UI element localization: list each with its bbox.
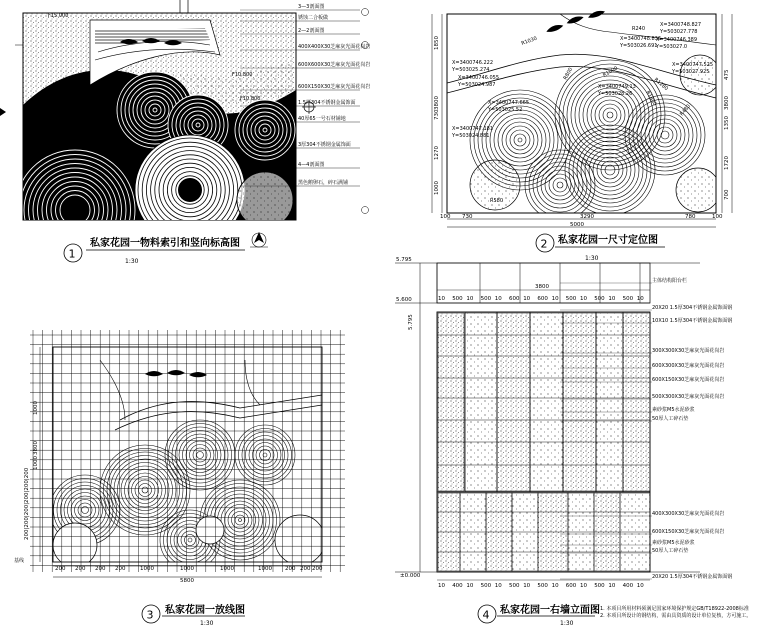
ring (587, 92, 633, 138)
material-callout: 300X300X30芝麻灰光面花岗岩 (652, 348, 725, 354)
coordinate-label: X=3400746.389 (656, 37, 698, 43)
material-callout: 20X20 1.5厚304不锈钢金属饰面钢 (652, 574, 733, 580)
material-callout: 600X150X30芝麻灰光面花岗岩 (652, 529, 725, 535)
panel-scale: 1:30 (125, 258, 139, 265)
radius-label: R580 (490, 198, 504, 204)
dimension-text: 3290 (580, 214, 594, 220)
dimension-text: 1000 (220, 566, 234, 572)
coordinate-label: Y=503028.26 (598, 91, 633, 97)
panel-3-setout-grid (14, 330, 345, 584)
ring (545, 170, 575, 200)
panel-4-wall-elevation (395, 257, 732, 589)
caption-panel-2 (536, 233, 665, 262)
dimension-text: 200 (300, 566, 311, 572)
coordinate-label: X=3400748.836 (620, 36, 662, 42)
radius-label: R1000 (602, 65, 620, 79)
dimension-text: 200 (115, 566, 126, 572)
material-callout: 50厚人工碎石垫 (652, 548, 689, 554)
dimension-text: 500 (594, 583, 605, 589)
coordinate-label: Y=503024.987 (458, 82, 496, 88)
svg-text:3: 3 (146, 608, 154, 622)
dimension-text: 500 (480, 296, 492, 302)
wall-cladding-panels (437, 263, 650, 571)
dimension-text: 1350 (724, 116, 730, 130)
dimension-text: 10 (608, 583, 616, 589)
dimension-text: 500 (452, 296, 463, 302)
material-callout: 2—2剖面图 (298, 28, 325, 34)
ring (661, 131, 669, 139)
material-callout: 400X400X30芝麻灰光面花岗岩 (298, 44, 371, 50)
dimension-text: 5000 (570, 222, 584, 228)
coordinate-label: Y=503026.691 (620, 43, 658, 49)
material-callout: 40厚65一号石材铺地 (298, 116, 346, 122)
general-note: 2. 本项目所设计的钢结构，需由具资质的设计单位复核，方可施工。 (600, 613, 752, 619)
coordinate-label: X=3400747.665 (488, 100, 530, 106)
dimension-text: 700 (724, 189, 730, 200)
ring (657, 127, 673, 143)
dimension-text: 10 (580, 583, 587, 589)
material-callout: 锈蚀二合板做 (298, 15, 329, 21)
dimension-text: 3800 (33, 441, 39, 455)
panel-scale: 1:30 (560, 620, 574, 627)
dimension-text: 500 (480, 583, 492, 589)
material-callout: 600X600X30芝麻灰光面花岗岩 (298, 62, 371, 68)
ring (563, 68, 657, 162)
elevation-label: 5.600 (396, 297, 412, 303)
radius-label: R800 (562, 66, 575, 81)
elevation-label: F10.800 (58, 106, 79, 112)
material-callout: 3厚304不锈钢金属饰面 (298, 142, 351, 148)
dimension-text: 730 (462, 214, 473, 220)
ring (557, 182, 563, 188)
stone-panel (465, 313, 497, 491)
dimension-text: 10 (494, 296, 502, 302)
coordinate-label: X=3400747.525 (672, 62, 714, 68)
dimension-text: 1000 (434, 181, 440, 195)
material-callout: 600X150X30芝麻灰光面花岗岩 (652, 377, 725, 383)
dimension-text: 10 (494, 583, 502, 589)
coordinate-label: X=3400749.13 (598, 84, 636, 90)
panel-2-dimension-plan (432, 7, 732, 228)
stone-panel (497, 313, 530, 491)
dimension-text: 10 (580, 296, 587, 302)
general-note: 1. 本项目所用材料须满足国家环境保护规定GB/T18922-2008标准 (600, 606, 749, 612)
material-callout: 600X300X30芝麻灰光面花岗岩 (652, 363, 725, 369)
ring (502, 122, 538, 158)
panel-title: 私家花园一尺寸定位图 (558, 235, 658, 246)
panel-scale: 1:30 (200, 620, 214, 627)
coordinate-label: X=3400747.181 (452, 126, 494, 132)
panel-title: 私家花园一放线图 (165, 605, 245, 616)
dimension-text: 475 (724, 69, 730, 80)
dimension-text: 200 (55, 566, 66, 572)
ring (599, 104, 621, 126)
material-callout: 600X150X30芝麻灰光面花岗岩 (298, 84, 371, 90)
dimension-text: 500 (594, 296, 605, 302)
radius-label: R1030 (520, 35, 538, 47)
coordinate-label: Y=503024.881 (452, 133, 490, 139)
coordinate-label: Y=503025.52 (488, 107, 523, 113)
ring (607, 112, 613, 118)
dimension-text: 500 (622, 296, 634, 302)
dimension-text: 780 (685, 214, 696, 220)
dimension-text: 3800 (724, 96, 730, 110)
stone-panel (438, 313, 464, 491)
dimension-text: 730 (434, 109, 440, 120)
material-callout: 500X300X30芝麻灰光面花岗岩 (652, 394, 725, 400)
material-callout: 主体结构阳台栏 (652, 278, 688, 284)
dimension-text: 500 (537, 583, 548, 589)
dimension-text: 10 (636, 583, 644, 589)
svg-text:1: 1 (68, 247, 76, 261)
caption-panel-3 (142, 603, 245, 627)
stone-panel (563, 313, 596, 491)
stone-panel (623, 313, 650, 491)
dimension-text: 5800 (180, 578, 194, 584)
dimension-text: 1000 (258, 566, 272, 572)
material-callout: 4—4剖面图 (298, 162, 325, 168)
elevation-label: ±0.000 (400, 573, 421, 579)
dimension-text: 10 (466, 296, 474, 302)
ring (541, 166, 579, 204)
dimension-text: 10 (438, 583, 445, 589)
svg-text:4: 4 (482, 608, 490, 622)
elevation-label: F10.800 (232, 72, 253, 78)
coordinate-label: X=3400746.222 (452, 60, 494, 66)
dimension-text: 500 (565, 296, 577, 302)
dimension-text: 10 (636, 296, 644, 302)
coordinate-label: Y=503027.778 (660, 29, 698, 35)
dimension-text: 1850 (434, 36, 440, 50)
material-callout: 1.5厚304不锈钢金属饰面 (298, 100, 356, 106)
radius-label: R1280 (652, 76, 669, 92)
dimension-text: 1000 (140, 566, 154, 572)
ring (518, 138, 522, 142)
dimension-text: 10 (523, 583, 531, 589)
dimension-text: 10 (608, 296, 616, 302)
elevation-label: 5.795 (408, 314, 414, 330)
ring (645, 115, 685, 155)
dimension-text: 200 (285, 566, 296, 572)
dimension-text: 200|200|200|200|200|200 (24, 467, 30, 540)
dimension-text: 10 (551, 296, 559, 302)
material-callout: 素砂浆M5水泥砂浆 (652, 540, 695, 546)
material-callout: 黑色鹅卵石，碎石满铺 (298, 180, 349, 186)
stone-panel (530, 313, 563, 491)
ring (555, 60, 665, 170)
dimension-text: 400 (622, 583, 634, 589)
radius-label: R480 (678, 103, 692, 118)
fish-sculpture-icon (545, 7, 606, 35)
ring (603, 108, 617, 122)
coordinate-label: Y=503027.925 (672, 69, 710, 75)
dimension-text: 1270 (434, 146, 440, 160)
dimension-text: 10 (551, 583, 559, 589)
ring (649, 119, 681, 151)
coordinate-label: X=3400746.055 (458, 75, 500, 81)
ring (553, 178, 567, 192)
dimension-text: 1000 (33, 456, 39, 470)
caption-panel-1 (64, 232, 268, 265)
dimension-text: 1000 (180, 566, 194, 572)
panel-title: 私家花园一物料索引和竖向标高图 (90, 238, 240, 249)
material-callout: 50厚人工碎石垫 (652, 416, 689, 422)
dimension-text: 3800 (535, 284, 549, 290)
dimension-text: 3800 (434, 96, 440, 110)
radius-label: R1800 (644, 90, 658, 108)
panel-title: 私家花园一右墙立面图 (500, 605, 600, 616)
coordinate-label: Y=503025.274 (452, 67, 490, 73)
elevation-label: 5.795 (396, 257, 412, 263)
material-callout: 20X20 1.5厚304不锈钢金属饰面钢 (652, 305, 733, 311)
material-callout: 3—3剖面图 (298, 4, 325, 10)
dimension-text: 400 (452, 583, 463, 589)
dimension-text: 100 (440, 214, 451, 220)
baseline-label: 基线 (14, 558, 25, 564)
panel-1-material-plan (0, 0, 370, 270)
dimension-text: 600 (537, 296, 548, 302)
coordinate-label: Y=503027.0 (656, 44, 688, 50)
elevation-label: F10.800 (240, 96, 261, 102)
scale-note: 1:30 (36, 136, 48, 142)
dimension-text: 600 (565, 583, 577, 589)
ring (498, 118, 542, 162)
svg-text:2: 2 (540, 237, 548, 251)
dimension-text: 200 (75, 566, 86, 572)
dimension-text: 10 (466, 583, 474, 589)
radius-label: R240 (632, 26, 646, 32)
dimension-text: 10 (438, 296, 445, 302)
dimension-text: 600 (509, 296, 520, 302)
ring (514, 134, 526, 146)
material-callout: 素砂浆M5水泥砂浆 (652, 407, 695, 413)
dimension-text: 500 (509, 583, 520, 589)
dimension-text: 1720 (724, 156, 730, 170)
material-callout: 400X300X30芝麻灰光面花岗岩 (652, 511, 725, 517)
elevation-label: F15.000 (48, 13, 69, 19)
dimension-text: 200 (95, 566, 106, 572)
ring (591, 96, 629, 134)
ring (595, 100, 625, 130)
dimension-text: 200 (312, 566, 323, 572)
panel-scale: 1:30 (585, 255, 599, 262)
north-arrow-icon (250, 232, 268, 247)
caption-panel-4 (478, 603, 751, 627)
dimension-text: 100 (712, 214, 723, 220)
ring (510, 130, 530, 150)
stone-panel (596, 313, 623, 491)
material-callout: 10X10 1.5厚304不锈钢金属饰面钢 (652, 318, 733, 324)
ring-core (62, 197, 88, 223)
dimension-text: 1000 (33, 401, 39, 415)
coordinate-label: X=3400748.827 (660, 22, 702, 28)
dimension-text: 10 (523, 296, 531, 302)
